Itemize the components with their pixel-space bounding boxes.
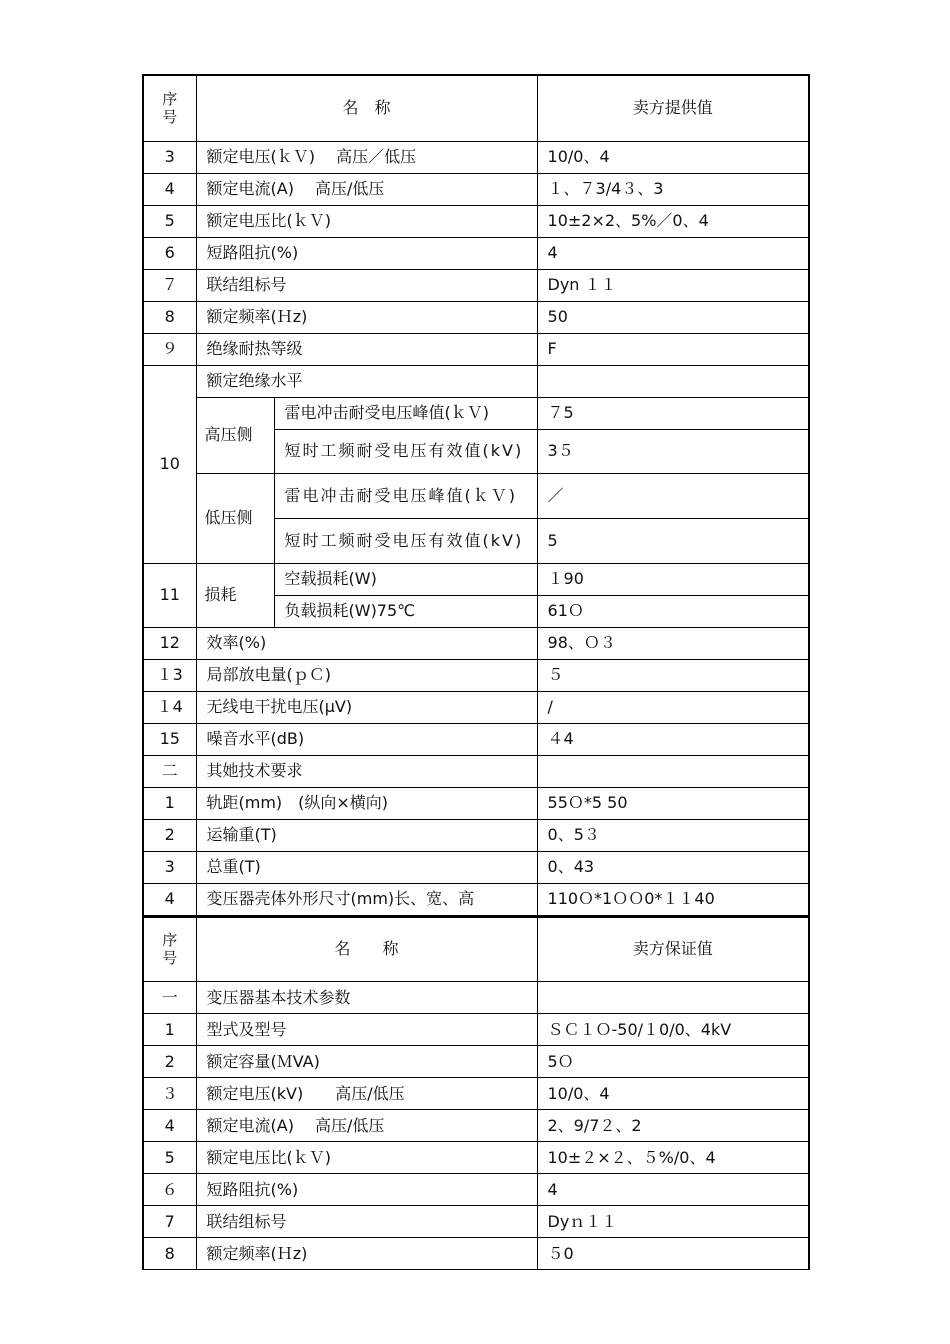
row-name: 额定电压比(ｋＶ)	[196, 205, 537, 237]
row-name: 运输重(T)	[196, 819, 537, 851]
row-seq: 2	[143, 819, 196, 851]
table-row	[143, 659, 809, 691]
header-name: 名 称	[196, 917, 537, 982]
row-name: 效率(%)	[196, 627, 537, 659]
row-seq: 一	[143, 982, 196, 1014]
row-name: 短路阻抗(%)	[196, 1174, 537, 1206]
table-row	[143, 173, 809, 205]
row-value: /	[537, 691, 809, 723]
row-seq: 4	[143, 883, 196, 915]
row-value: 10/0、4	[537, 141, 809, 173]
lv-lightning-value: ／	[537, 473, 809, 518]
table-row	[143, 141, 809, 173]
table-row	[143, 1206, 809, 1238]
row-name: 额定容量(ＭVA)	[196, 1046, 537, 1078]
row-seq: 8	[143, 301, 196, 333]
insulation-title: 额定绝缘水平	[196, 365, 537, 397]
table-row	[143, 851, 809, 883]
row-seq: ９	[143, 333, 196, 365]
table-row	[143, 723, 809, 755]
row-name: 额定频率(Ｈz)	[196, 301, 537, 333]
row-name: 短路阻抗(%)	[196, 237, 537, 269]
row-value	[537, 755, 809, 787]
row-seq: 二	[143, 755, 196, 787]
hv-lightning-value: ７5	[537, 397, 809, 429]
table-header-row	[143, 75, 809, 141]
row-name: 总重(T)	[196, 851, 537, 883]
lv-lightning-row	[143, 473, 809, 518]
row-name: 局部放电量(ｐＣ)	[196, 659, 537, 691]
table-row	[143, 1014, 809, 1046]
table-row	[143, 819, 809, 851]
row-value: 98、Ｏ３	[537, 627, 809, 659]
table-row	[143, 1046, 809, 1078]
hv-power-label: 短时工频耐受电压有效值(kV)	[274, 429, 537, 473]
row-value: ５0	[537, 1238, 809, 1270]
row-value: 2、9/7２、2	[537, 1110, 809, 1142]
row-seq: 6	[143, 237, 196, 269]
row-name: 额定电压(kV) 高压/低压	[196, 1078, 537, 1110]
hv-lightning-row	[143, 397, 809, 429]
table-row	[143, 333, 809, 365]
lv-power-label: 短时工频耐受电压有效值(kV)	[274, 518, 537, 563]
row-seq: １3	[143, 659, 196, 691]
row-value: 5Ｏ	[537, 1046, 809, 1078]
spec-sheet	[142, 74, 808, 1270]
table-row	[143, 1238, 809, 1270]
row-name: 无线电干扰电压(μV)	[196, 691, 537, 723]
lv-power-value: 5	[537, 518, 809, 563]
table-row	[143, 301, 809, 333]
table-row	[143, 883, 809, 915]
table-row	[143, 205, 809, 237]
insulation-seq: 10	[143, 365, 196, 563]
row-seq: 12	[143, 627, 196, 659]
row-value: ５	[537, 659, 809, 691]
row-name: 型式及型号	[196, 1014, 537, 1046]
hv-power-value: 3５	[537, 429, 809, 473]
header-seq: 序 号	[143, 75, 196, 141]
table-row	[143, 1110, 809, 1142]
row-name: 额定电压(ｋＶ) 高压／低压	[196, 141, 537, 173]
row-value: F	[537, 333, 809, 365]
no-load-loss-label: 空载损耗(W)	[274, 563, 537, 595]
load-loss-value: 61Ｏ	[537, 595, 809, 627]
losses-seq: 11	[143, 563, 196, 627]
row-value: 4	[537, 237, 809, 269]
header-value: 卖方保证值	[537, 917, 809, 982]
row-value: 10/0、4	[537, 1078, 809, 1110]
row-value: 4	[537, 1174, 809, 1206]
table-row	[143, 1078, 809, 1110]
row-name: 额定频率(Ｈz)	[196, 1238, 537, 1270]
row-value: 10±２×２、５%/0、4	[537, 1142, 809, 1174]
provided-values-table	[142, 74, 810, 916]
row-name: 额定电流(A) 高压/低压	[196, 1110, 537, 1142]
row-name: 轨距(mm) (纵向×横向)	[196, 787, 537, 819]
row-seq: 3	[143, 851, 196, 883]
lv-lightning-label: 雷电冲击耐受电压峰值(ｋＶ)	[274, 473, 537, 518]
row-value: 110Ｏ*1ＯＯ0*１１40	[537, 883, 809, 915]
row-name: 噪音水平(dB)	[196, 723, 537, 755]
row-seq: 8	[143, 1238, 196, 1270]
lv-side-label: 低压侧	[196, 473, 274, 563]
row-value	[537, 982, 809, 1014]
insulation-title-value	[537, 365, 809, 397]
table-row	[143, 1142, 809, 1174]
no-load-loss-value: １90	[537, 563, 809, 595]
row-seq: 1	[143, 787, 196, 819]
row-name: 绝缘耐热等级	[196, 333, 537, 365]
table-row	[143, 755, 809, 787]
row-name: 联结组标号	[196, 1206, 537, 1238]
row-seq: 4	[143, 1110, 196, 1142]
header-name: 名 称	[196, 75, 537, 141]
row-seq: 15	[143, 723, 196, 755]
insulation-title-row	[143, 365, 809, 397]
load-loss-label: 负载损耗(W)75℃	[274, 595, 537, 627]
table-row	[143, 982, 809, 1014]
row-name: 额定电流(A) 高压/低压	[196, 173, 537, 205]
table-header-row	[143, 917, 809, 982]
guaranteed-values-table	[142, 916, 810, 1271]
row-name: 其她技术要求	[196, 755, 537, 787]
row-value: 0、5３	[537, 819, 809, 851]
row-seq: 1	[143, 1014, 196, 1046]
row-value: Dyｎ１１	[537, 1206, 809, 1238]
row-seq: 5	[143, 1142, 196, 1174]
header-value: 卖方提供值	[537, 75, 809, 141]
row-seq: 2	[143, 1046, 196, 1078]
row-name: 变压器基本技术参数	[196, 982, 537, 1014]
hv-side-label: 高压侧	[196, 397, 274, 473]
row-seq: 3	[143, 141, 196, 173]
row-seq: １4	[143, 691, 196, 723]
row-value: 55Ｏ*5 50	[537, 787, 809, 819]
table-row	[143, 1174, 809, 1206]
row-name: 联结组标号	[196, 269, 537, 301]
row-value: 0、43	[537, 851, 809, 883]
row-seq: 7	[143, 1206, 196, 1238]
row-value: ＳＣ１Ｏ-50/１0/0、4kV	[537, 1014, 809, 1046]
row-value: ４4	[537, 723, 809, 755]
hv-lightning-label: 雷电冲击耐受电压峰值(ｋＶ)	[274, 397, 537, 429]
row-value: Dyn １１	[537, 269, 809, 301]
row-name: 变压器壳体外形尺寸(mm)长、宽、高	[196, 883, 537, 915]
table-row	[143, 627, 809, 659]
row-value: 10±2×2、5%／0、4	[537, 205, 809, 237]
table-row	[143, 269, 809, 301]
row-seq: ７	[143, 269, 196, 301]
header-seq: 序 号	[143, 917, 196, 982]
row-seq: 5	[143, 205, 196, 237]
table-row	[143, 691, 809, 723]
table-row	[143, 237, 809, 269]
row-seq: ３	[143, 1078, 196, 1110]
row-name: 额定电压比(ｋＶ)	[196, 1142, 537, 1174]
table-row	[143, 787, 809, 819]
no-load-loss-row	[143, 563, 809, 595]
row-seq: 4	[143, 173, 196, 205]
row-value: １、７3/4３、3	[537, 173, 809, 205]
row-seq: ６	[143, 1174, 196, 1206]
row-value: 50	[537, 301, 809, 333]
losses-label: 损耗	[196, 563, 274, 627]
